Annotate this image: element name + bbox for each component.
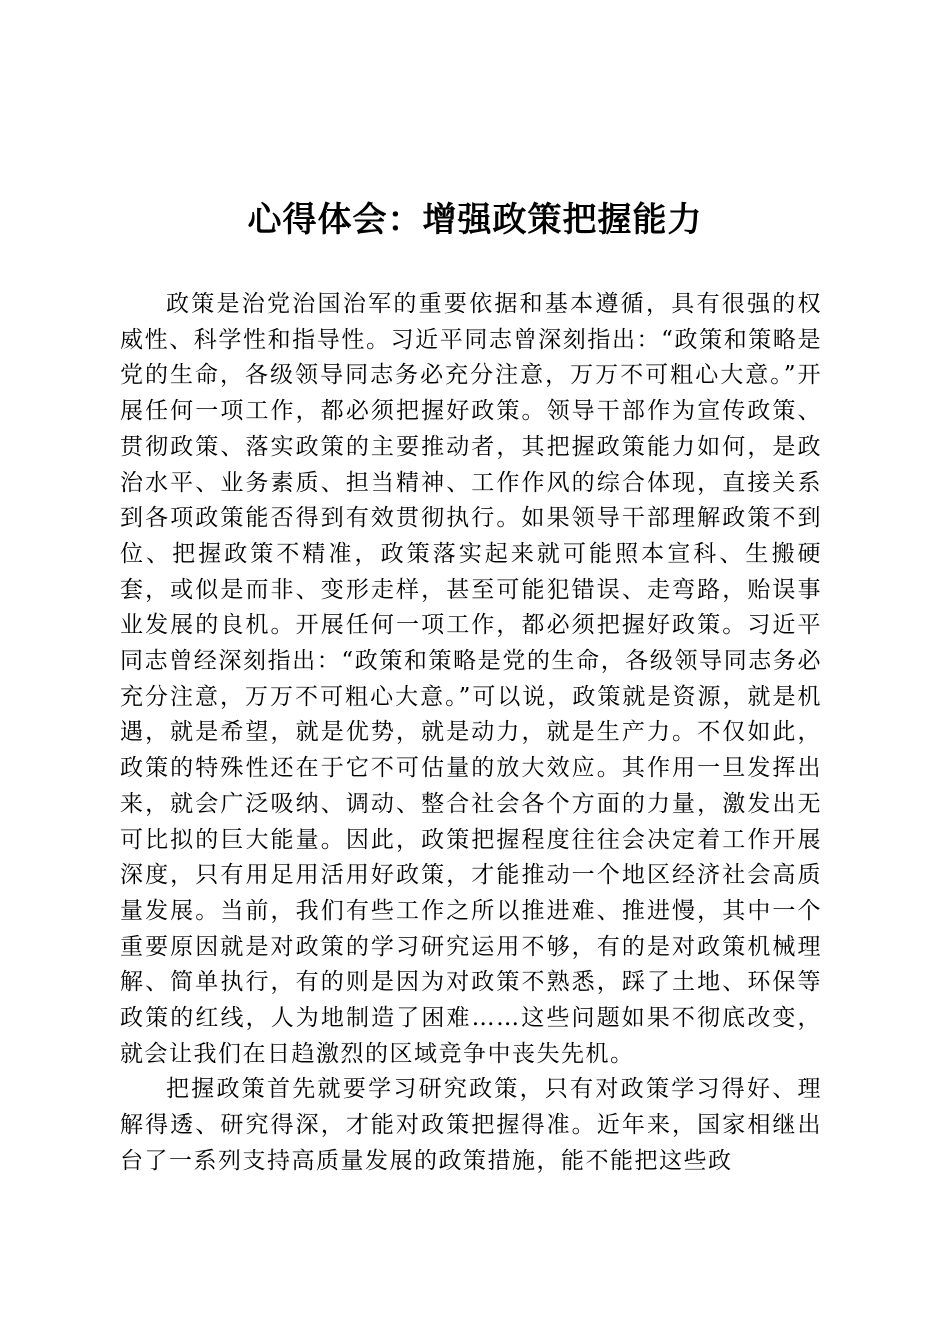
- document-body: [120, 287, 822, 1180]
- paragraph: 把握政策首先就要学习研究政策，只有对政策学习得好、理解得透、研究得深，才能对政策把握得准。近年来，国家相继出台了一系列支持高质量发展的政策措施，能不能把这些政: [120, 1076, 822, 1174]
- document-title: 心得体会：增强政策把握能力: [247, 200, 703, 240]
- paragraph: 政策是治党治国治军的重要依据和基本遵循，具有很强的权威性、科学性和指导性。习近平同志曾深刻指出：“政策和策略是党的生命，各级领导同志务必充分注意，万万不可粗心大意。”开展任何一项工作，都必须把握好政策。领导干部作为宣传政策、贯彻政策、落实政策的主要推动者，其把握政策能力如何，是政治水平、业务素质、担当精神、工作作风的综合体现，直接关系到各项政策能否得到有效贯彻执行。如果领导干部理解政策不到位、把握政策不精准，政策落实起来就可能照本宣科、生搬硬套，或似是而非、变形走样，甚至可能犯错误、走弯路，贻误事业发展的良机。开展任何一项工作，都必须把握好政策。习近平同志曾经深刻指出：“政策和策略是党的生命，各级领导同志务必充分注意，万万不可粗心大意。”可以说，政策就是资源，就是机遇，就是希望，就是优势，就是动力，就是生产力。不仅如此，政策的特殊性还在于它不可估量的放大效应。其作用一旦发挥出来，就会广泛吸纳、调动、整合社会各个方面的力量，激发出无可比拟的巨大能量。因此，政策把握程度往往会决定着工作开展深度，只有用足用活用好政策，才能推动一个地区经济社会高质量发展。当前，我们有些工作之所以推进难、推进慢，其中一个重要原因就是对政策的学习研究运用不够，有的是对政策机械理解、简单执行，有的则是因为对政策不熟悉，踩了土地、环保等政策的红线，人为地制造了困难……这些问题如果不彻底改变，就会让我们在日趋激烈的区域竞争中丧失先机。: [120, 291, 822, 1067]
